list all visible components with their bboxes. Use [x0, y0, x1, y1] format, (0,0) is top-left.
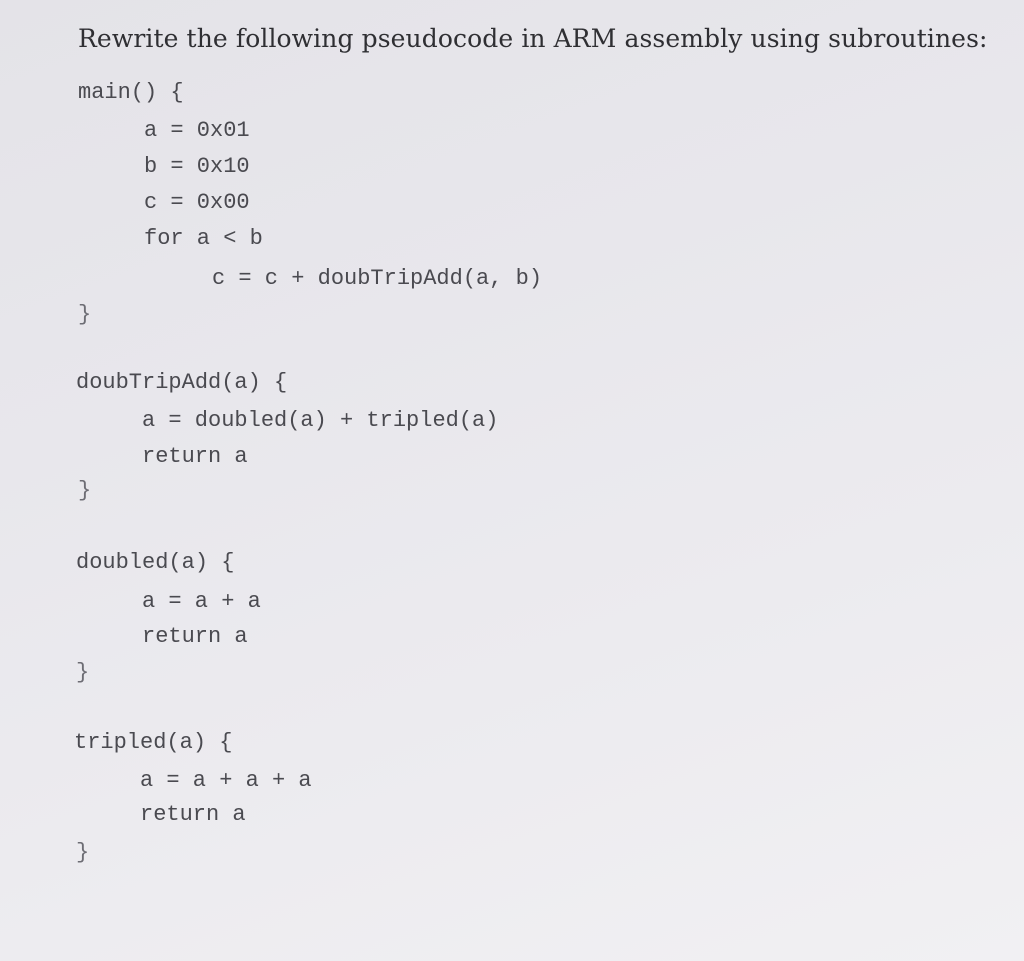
- main-line-a: a = 0x01: [144, 118, 250, 143]
- doubled-line-return: return a: [142, 624, 248, 649]
- doubtripadd-header: doubTripAdd(a) {: [76, 370, 288, 395]
- tripled-close-brace: }: [76, 840, 90, 865]
- main-close-brace: }: [78, 302, 92, 327]
- doubtripadd-close-brace: }: [78, 478, 92, 503]
- question-prompt: Rewrite the following pseudocode in ARM assembly using subroutines:: [78, 24, 988, 53]
- doubtripadd-line-assign: a = doubled(a) + tripled(a): [142, 408, 499, 433]
- main-header: main() {: [78, 80, 184, 105]
- main-line-b: b = 0x10: [144, 154, 250, 179]
- doubled-header: doubled(a) {: [76, 550, 235, 575]
- main-line-c: c = 0x00: [144, 190, 250, 215]
- doubled-line-assign: a = a + a: [142, 589, 261, 614]
- tripled-line-assign: a = a + a + a: [140, 768, 312, 793]
- tripled-header: tripled(a) {: [74, 730, 233, 755]
- main-line-loop-body: c = c + doubTripAdd(a, b): [212, 266, 543, 291]
- main-line-for: for a < b: [144, 226, 263, 251]
- doubtripadd-line-return: return a: [142, 444, 248, 469]
- doubled-close-brace: }: [76, 660, 90, 685]
- tripled-line-return: return a: [140, 802, 246, 827]
